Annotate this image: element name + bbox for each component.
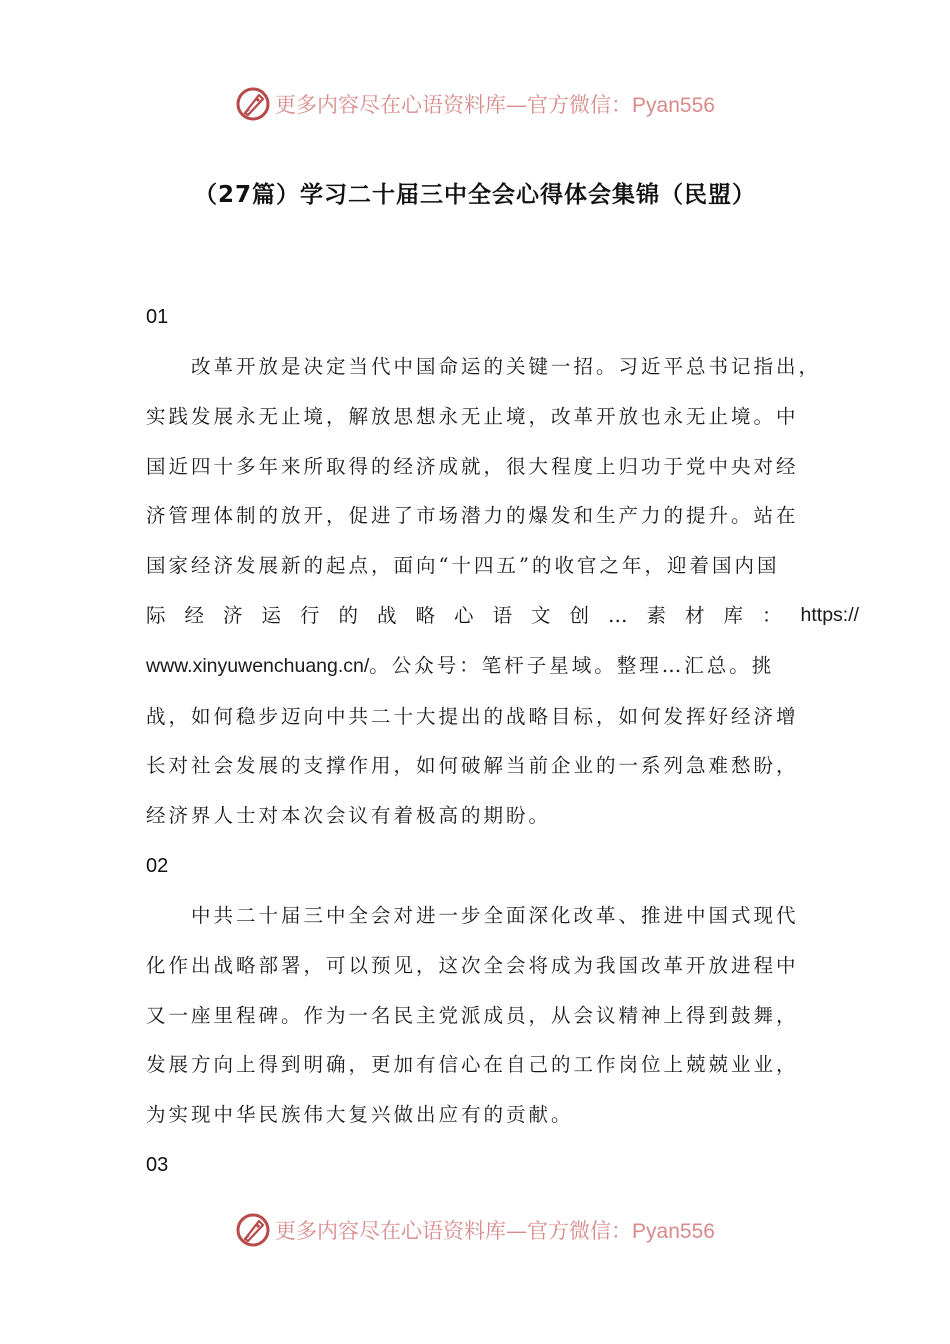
text-line — [146, 591, 860, 641]
spread-text: 际经济运行的战略心语文创…素材库： — [146, 603, 801, 627]
paragraph-01 — [146, 342, 860, 841]
text-line: 为实现中华民族伟大复兴做出应有的贡献。 — [146, 1103, 574, 1127]
text-line: 经济界人士对本次会议有着极高的期盼。 — [146, 804, 552, 828]
text-line: 济管理体制的放开，促进了市场潜力的爆发和生产力的提升。站在 — [146, 504, 799, 528]
url-part-2: www.xinyuwenchuang.cn/ — [146, 654, 370, 677]
section-number: 02 — [146, 854, 169, 877]
banner-text — [275, 1215, 715, 1245]
pen-nib-logo-icon — [235, 1212, 271, 1248]
header-banner — [0, 82, 950, 126]
banner-slogan: 更多内容尽在心语资料库—官方微信： — [275, 93, 633, 117]
text-line: 发展方向上得到明确，更加有信心在自己的工作岗位上兢兢业业， — [146, 1053, 799, 1077]
banner-wechat-id: Pyan556 — [632, 94, 715, 117]
paragraph-02 — [146, 891, 806, 1140]
banner-text — [275, 89, 715, 119]
text-segment: 。公众号：笔杆子星域。整理…汇总。挑 — [369, 653, 775, 677]
text-line: 实践发展永无止境，解放思想永无止境，改革开放也永无止境。中 — [146, 404, 799, 428]
text-line — [146, 641, 806, 692]
document-body — [146, 292, 860, 1190]
text-line: 国近四十多年来所取得的经济成就，很大程度上归功于党中央对经 — [146, 454, 799, 478]
banner-slogan: 更多内容尽在心语资料库—官方微信： — [275, 1219, 633, 1243]
text-line: 国家经济发展新的起点，面向“十四五”的收官之年，迎着国内国 — [146, 554, 780, 578]
url-part-1: https:// — [800, 603, 860, 626]
banner-wechat-id: Pyan556 — [632, 1220, 715, 1243]
footer-banner — [0, 1208, 950, 1252]
text-line: 战，如何稳步迈向中共二十大提出的战略目标，如何发挥好经济增 — [146, 704, 799, 728]
text-line: 长对社会发展的支撑作用，如何破解当前企业的一系列急难愁盼， — [146, 754, 799, 778]
text-line: 改革开放是决定当代中国命运的关键一招。习近平总书记指出， — [191, 355, 822, 378]
section-number: 03 — [146, 1153, 169, 1176]
section-number: 01 — [146, 306, 169, 328]
text-line: 中共二十届三中全会对进一步全面深化改革、推进中国式现代 — [191, 903, 799, 927]
pen-nib-logo-icon — [235, 86, 271, 122]
document-title: （27篇）学习二十届三中全会心得体会集锦（民盟） — [193, 182, 756, 208]
text-line: 又一座里程碑。作为一名民主党派成员，从会议精神上得到鼓舞， — [146, 1003, 799, 1027]
text-line: 化作出战略部署，可以预见，这次全会将成为我国改革开放进程中 — [146, 953, 799, 977]
